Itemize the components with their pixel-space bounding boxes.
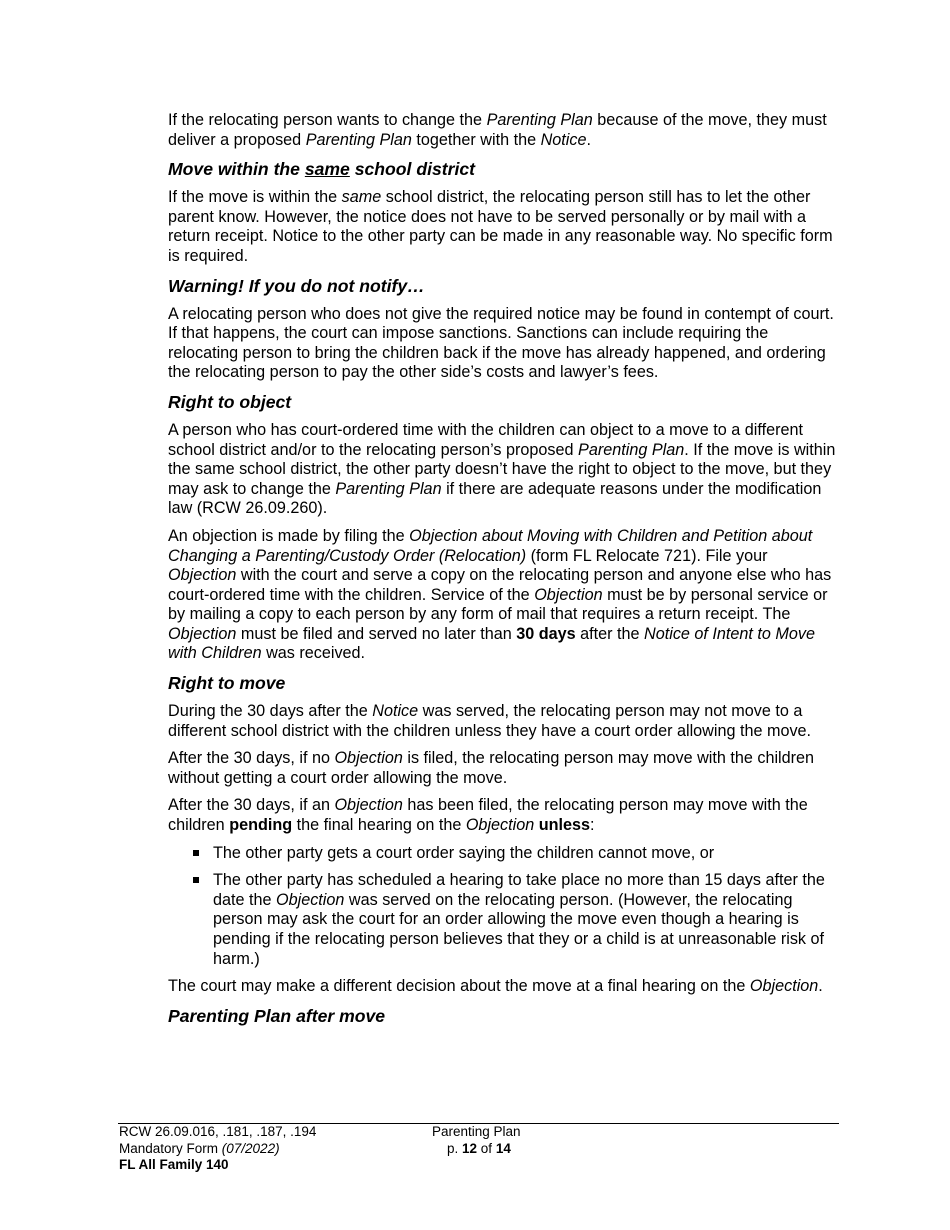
- text: :: [590, 816, 595, 835]
- warning-paragraph: A relocating person who does not give the required notice may be found in contempt of court. If that happens, the court can impose sanctions. Sanctions can include requiring the relocating person to bring the children back if the move has already happened, and ordering the relocating person to pay the other side’s costs and lawyer’s fees.: [168, 304, 834, 382]
- text: An objection is made by filing the: [168, 526, 410, 545]
- text: If the relocating person wants to change the: [168, 111, 487, 129]
- text: the final hearing on the: [292, 816, 466, 835]
- text: A person who has court-ordered time with the children can object to a move to a different school district and/or to the relocating person’s proposed: [168, 420, 803, 459]
- text-underlined: same: [304, 159, 350, 180]
- text: because of the move, they must deliver a proposed: [168, 111, 827, 149]
- text: .: [586, 130, 591, 149]
- text-italic: Notice: [540, 130, 587, 149]
- move-paragraph-3: [168, 796, 840, 835]
- text-bold: 14: [495, 1140, 511, 1156]
- text-italic: Objection: [749, 977, 819, 996]
- footer-title: Parenting Plan: [432, 1124, 521, 1139]
- text: .: [818, 977, 823, 996]
- move-paragraph-4: [168, 977, 840, 997]
- text-bold: 30 days: [516, 624, 576, 643]
- unless-list: [168, 844, 840, 970]
- move-paragraph-1: [168, 702, 840, 741]
- text: of: [477, 1140, 496, 1156]
- text-italic: Notice: [372, 702, 419, 721]
- text: If the move is within the: [168, 188, 342, 207]
- text: Mandatory Form: [119, 1140, 222, 1156]
- text-bold: pending: [229, 816, 293, 835]
- text: with the court and serve a copy on the relocating person and anyone else who has court-ordered time with the children. Service of the: [168, 566, 832, 604]
- text: . If the move is within the same school district, the other party doesn’t have the right to object to the move, but they may ask to change the: [168, 440, 836, 498]
- text: was served, the relocating person may not move to a different school district with the children unless they have a court order allowing the move.: [168, 702, 812, 740]
- text: was served on the relocating person. (However, the relocating person may ask the court for an order allowing the move even though a hearing is pending if the relocating person believes that they or a child is at unreasonable risk of harm.): [213, 890, 824, 968]
- text-italic: Parenting Plan: [486, 111, 593, 129]
- text: p.: [447, 1140, 463, 1156]
- text-italic: same: [341, 188, 382, 207]
- text-bold: unless: [538, 816, 591, 835]
- text-bold: 12: [462, 1140, 478, 1156]
- page-number: [432, 1141, 521, 1158]
- text-italic: Objection about Moving with Children and Petition about Changing a Parenting/Custody Order (Relocation): [168, 526, 813, 565]
- intro-paragraph: [168, 111, 840, 150]
- same-district-paragraph: [168, 188, 840, 266]
- heading-same-district: [168, 158, 840, 180]
- footer-form-id: [119, 1157, 316, 1174]
- footer-rcw: RCW 26.09.016, .181, .187, .194: [119, 1124, 317, 1139]
- text: was received.: [261, 644, 366, 663]
- heading-right-to-object: Right to object: [168, 391, 292, 412]
- text-italic: Parenting Plan: [335, 479, 442, 498]
- text: if there are adequate reasons under the modification law (RCW 26.09.260).: [168, 479, 822, 518]
- list-item: [213, 871, 840, 969]
- footer-left: [119, 1124, 316, 1174]
- text: school district: [349, 159, 475, 180]
- text-italic: Parenting Plan: [305, 130, 412, 149]
- list-item: [213, 844, 840, 864]
- heading-right-to-move: Right to move: [168, 673, 286, 694]
- footer-middle: [432, 1124, 521, 1157]
- text-italic: Objection: [465, 816, 535, 835]
- text: During the 30 days after the: [168, 702, 373, 721]
- text-bold: FL All Family 140: [119, 1157, 229, 1172]
- text-italic: Objection: [334, 796, 403, 815]
- text: together with the: [411, 130, 541, 149]
- document-body: [168, 111, 840, 1035]
- footer-mandatory: [119, 1141, 316, 1158]
- heading-parenting-plan-after-move: Parenting Plan after move: [168, 1005, 386, 1026]
- text: After the 30 days, if an: [168, 796, 335, 815]
- text-italic: Parenting Plan: [578, 440, 685, 459]
- text: The other party has scheduled a hearing to take place no more than 15 days after the date the: [213, 871, 825, 909]
- text: (form FL Relocate 721). File your: [526, 546, 768, 565]
- text: school district, the relocating person still has to let the other parent know. However, the notice does not have to be served personally or by mail with a return receipt. Notice to the other party can be made in any reasonable way. No specific form is required.: [168, 188, 833, 265]
- text: is filed, the relocating person may move with the children without getting a court order allowing the move.: [168, 749, 815, 787]
- text-italic: Objection: [534, 585, 603, 604]
- text-italic: Notice of Intent to Move with Children: [168, 624, 816, 663]
- text: must be filed and served no later than: [236, 624, 517, 643]
- square-bullet-icon: [193, 877, 199, 883]
- text: The court may make a different decision about the move at a final hearing on the: [168, 977, 750, 996]
- move-paragraph-2: [168, 749, 840, 788]
- object-paragraph-2: [168, 527, 840, 664]
- heading-warning: Warning! If you do not notify…: [168, 275, 425, 296]
- text: after the: [575, 624, 645, 643]
- text: After the 30 days, if no: [168, 749, 335, 768]
- text: The other party gets a court order saying the children cannot move, or: [213, 843, 715, 862]
- object-paragraph-1: [168, 421, 840, 519]
- text-italic: Objection: [334, 749, 403, 768]
- text-italic: Objection: [276, 890, 345, 909]
- text-italic: Objection: [168, 566, 237, 585]
- text: has been filed, the relocating person may move with the children: [168, 796, 808, 835]
- square-bullet-icon: [193, 850, 199, 856]
- text: must be by personal service or by mailing a copy to each person by any form of mail that requires a return receipt. The: [168, 585, 828, 624]
- text: Move within the: [168, 159, 305, 180]
- text-italic: Objection: [168, 624, 237, 643]
- footer-date: (07/2022): [221, 1140, 280, 1156]
